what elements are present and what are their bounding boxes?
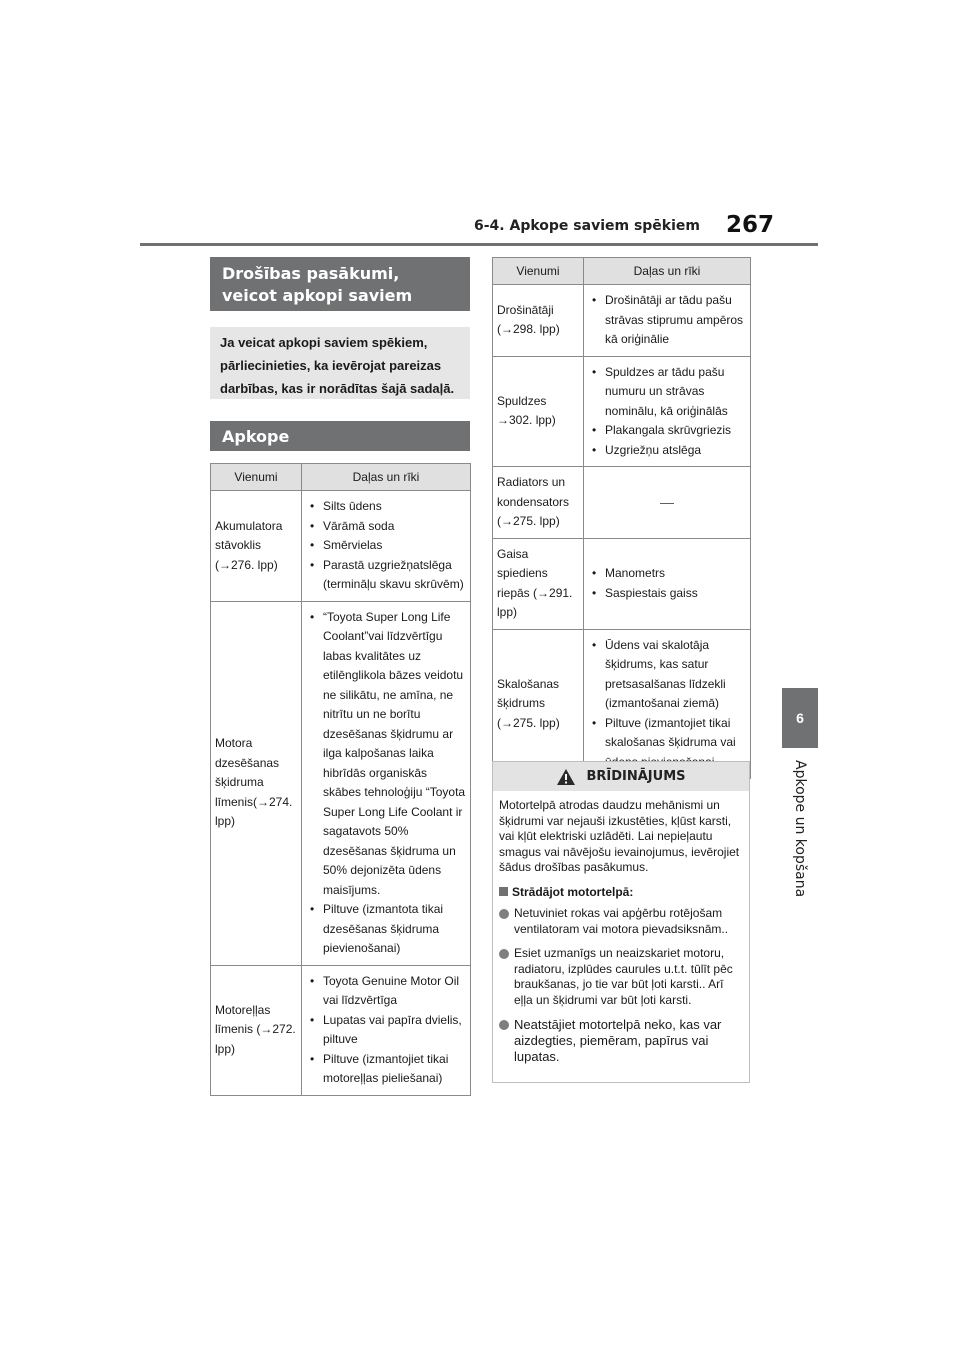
column-header-items: Vienumi xyxy=(493,258,584,285)
circle-bullet-icon xyxy=(499,949,509,959)
warning-subheading-text: Strādājot motortelpā: xyxy=(512,884,634,899)
tool-list-item: • “Toyota Super Long Life Coolant”vai līdzvērtīgu labas kvalitātes uz etilēnglikola bāzes veidotu ne silikātu, ne amīna, ne nitrītu un ne borītu dzesēšanas šķidrumu ar ilga kalpošanas laika hibrīdās organiskās skābes tehnoloģiju “Toyota Super Long Life Coolant ir sagatavots 50% dzesēšanas šķidruma un 50% dejonizēta ūdens maisījums. xyxy=(306,608,466,901)
warning-body xyxy=(493,791,749,1065)
tool-list-item: • Saspiestais gaiss xyxy=(588,584,746,604)
section-heading-safety: Drošības pasākumi, veicot apkopi saviem spēkiem xyxy=(210,257,470,311)
intro-box: Ja veicat apkopi saviem spēkiem, pārliecinieties, ka ievērojat pareizas darbības, kas ir norādītas šajā sadaļā. xyxy=(210,327,470,399)
row-item: Motora dzesēšanas šķidruma līmenis(→274. lpp) xyxy=(211,601,302,965)
table-row xyxy=(493,467,751,539)
warning-label: BRĪDINĀJUMS xyxy=(586,769,686,784)
tool-list-item: • Smērvielas xyxy=(306,536,466,556)
table-row xyxy=(211,601,471,965)
maintenance-table-left xyxy=(210,463,471,1096)
column-header-tools: Daļas un rīki xyxy=(584,258,751,285)
chapter-title: Apkope un kopšana xyxy=(792,760,808,898)
warning-bullet xyxy=(499,946,743,1008)
tool-list-item: • Piltuve (izmantojiet tikai skalošanas šķidruma vai xyxy=(588,714,746,773)
tool-list-item: • Silts ūdens xyxy=(306,497,466,517)
warning-bullet-text: Esiet uzmanīgs un neaizskariet motoru, radiatoru, izplūdes caurules u.t.t. tūlīt pēc braukšanas, jo tie var būt ļoti karsti.. Arī eļļa un šķidrumi var būt ļoti karsti. xyxy=(514,946,733,1007)
warning-intro: Motortelpā atrodas daudzu mehānismi un šķidrumi var nejauši izkustēties, kļūst karsti, vai kļūt elektriski uzlādēti. Lai nepieļautu smagus vai nāvējošu ievainojumus, ievērojiet šādus drošības pasākumus. xyxy=(499,798,740,874)
row-item: Motoreļļas līmenis (→272. lpp) xyxy=(211,965,302,1095)
chapter-side-label xyxy=(782,760,818,900)
circle-bullet-icon xyxy=(499,1020,509,1030)
maintenance-table-right xyxy=(492,257,751,779)
circle-bullet-icon xyxy=(499,909,509,919)
warning-bullet xyxy=(499,1017,743,1065)
row-item: Drošinātāji (→298. lpp) xyxy=(493,285,584,357)
row-item: Gaisa spiediens riepās (→291. lpp) xyxy=(493,538,584,629)
tool-list-item: • Spuldzes ar tādu pašu numuru un strāvas nominālu, kā oriģinālās xyxy=(588,363,746,422)
table-header-row xyxy=(211,464,471,491)
row-tools xyxy=(302,601,471,965)
tool-list-item: • Ūdens vai skalotāja šķidrums, kas satur pretsasalšanas līdzekli (izmantošanai ziemā) xyxy=(588,636,746,714)
header-rule xyxy=(140,243,818,246)
tool-list-item: • Toyota Genuine Motor Oil vai līdzvērtīga xyxy=(306,972,466,1011)
tool-list-item: • Plakangala skrūvgriezis xyxy=(588,421,746,441)
table-header-row xyxy=(493,258,751,285)
tool-list-item: • Piltuve (izmantota tikai dzesēšanas šķidruma pievienošanai) xyxy=(306,900,466,959)
tool-list-item: • Parastā uzgriežņatslēga (termināļu skavu skrūvēm) xyxy=(306,556,466,595)
table-row xyxy=(493,538,751,629)
tool-list-item: • Manometrs xyxy=(588,564,746,584)
row-item: Skalošanas šķidrums (→275. lpp) xyxy=(493,629,584,779)
chapter-number: 6 xyxy=(796,710,804,726)
warning-box xyxy=(492,761,750,1083)
row-tools xyxy=(584,629,751,779)
table-row xyxy=(211,491,471,602)
row-tools xyxy=(302,965,471,1095)
row-item: Radiators un kondensators (→275. lpp) xyxy=(493,467,584,539)
tool-list-item: • Vārāmā soda xyxy=(306,517,466,537)
tool-list-item: • Uzgriežņu atslēga xyxy=(588,441,746,461)
row-tools xyxy=(584,285,751,357)
tool-list-item: • Piltuve (izmantojiet tikai motoreļļas pieliešanai) xyxy=(306,1050,466,1089)
table-row xyxy=(493,356,751,467)
section-heading-maintenance: Apkope xyxy=(210,421,470,451)
table-row xyxy=(493,629,751,779)
square-bullet-icon xyxy=(499,887,508,896)
row-item: Spuldzes →302. lpp) xyxy=(493,356,584,467)
chapter-tab xyxy=(782,688,818,748)
section-header-title: 6-4. Apkope saviem spēkiem xyxy=(474,218,700,234)
tool-list-item: • Lupatas vai papīra dvielis, piltuve xyxy=(306,1011,466,1050)
warning-bullet xyxy=(499,906,743,937)
row-tools xyxy=(302,491,471,602)
warning-triangle-icon xyxy=(556,768,576,786)
tool-list-item: • Drošinātāji ar tādu pašu strāvas stiprumu ampēros kā oriģinālie xyxy=(588,291,746,350)
warning-bullet-text: Neatstājiet motortelpā neko, kas var aizdegties, piemēram, papīrus vai lupatas. xyxy=(514,1017,722,1064)
row-item: Akumulatora stāvoklis (→276. lpp) xyxy=(211,491,302,602)
row-tools-none: — xyxy=(584,467,751,539)
page-number: 267 xyxy=(725,212,774,238)
warning-bullet-text: Netuviniet rokas vai apģērbu rotējošam ventilatoram vai motora pievadsiksnām.. xyxy=(514,906,729,936)
column-header-tools: Daļas un rīki xyxy=(302,464,471,491)
warning-header xyxy=(493,762,749,791)
row-tools xyxy=(584,538,751,629)
table-row xyxy=(211,965,471,1095)
column-header-items: Vienumi xyxy=(211,464,302,491)
warning-subheading xyxy=(499,885,743,901)
row-tools xyxy=(584,356,751,467)
table-row xyxy=(493,285,751,357)
